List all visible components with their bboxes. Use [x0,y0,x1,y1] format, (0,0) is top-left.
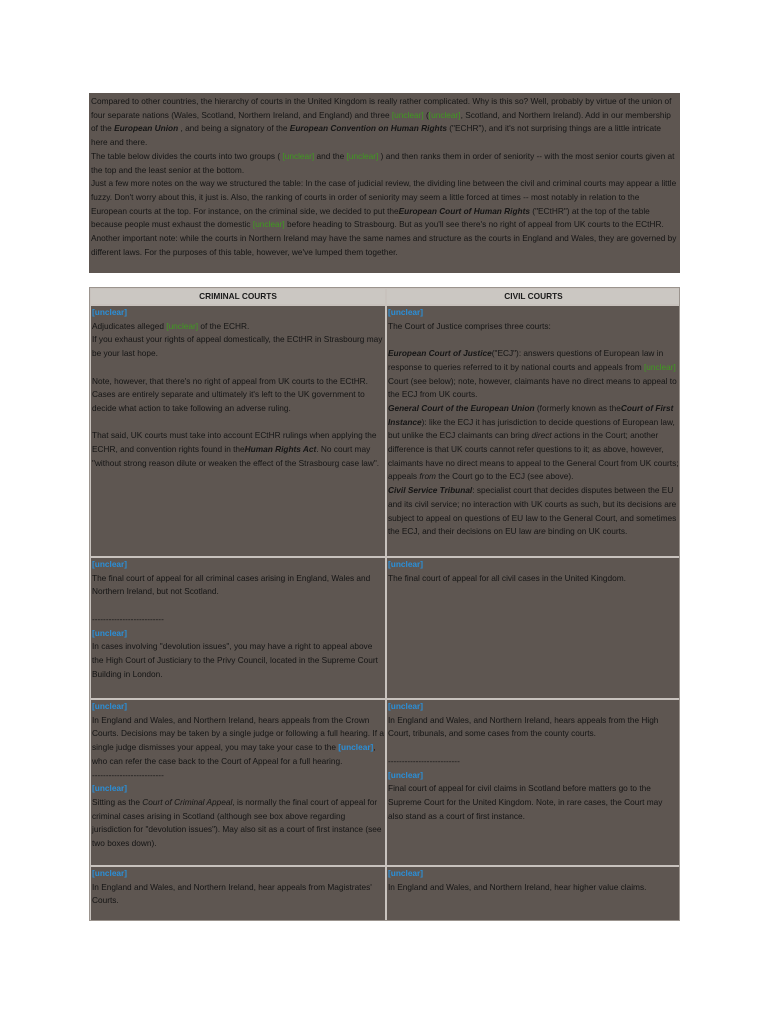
civil-cell-european [387,306,680,556]
criminal-court-title-link[interactable]: [unclear] [92,627,128,638]
civil-court-title-link[interactable]: [unclear] [388,701,424,711]
cell-text: In England and Wales, and Northern Ireland, hear appeals from Magistrates' Courts. [92,881,372,906]
cell-text-part: the Court go to the ECJ (see above). [435,471,574,482]
criminal-court-title-link[interactable]: [unclear] [92,783,128,794]
separator: -------------------------- [388,755,460,766]
court-first-instance-term: Court of First Instance [388,402,674,427]
civil-courts-link[interactable]: [unclear] [346,150,379,161]
cell-text [92,796,384,851]
cell-text [92,714,384,769]
intro-text: Compared to other countries, the hierarchy of courts in the United Kingdom is really rather complicated. Why is this so? Well, probably by virtue of the union of four separate nations (Wales, Scotland, Northern Ireland, and England) and three [91,96,672,120]
cell-text-part: binding on UK courts. [545,526,628,537]
intro-paragraph-3 [91,177,677,232]
cell-text-part: (formerly known as the [534,402,621,413]
civil-court-title-link[interactable]: [unclear] [388,559,424,569]
cell-text-part: actions in the Court; another difference is that UK courts cannot refer questions to it; as above, however, claimants have no direct means to appeal to the General Court from UK courts; appeals [388,430,679,482]
criminal-court-title-link[interactable]: [unclear] [92,307,128,317]
cell-text-part: . No court may "without strong reason dilute or weaken the effect of the Strasbourg case law". [92,444,380,468]
civil-cell-supreme [387,558,680,698]
criminal-courts-header: CRIMINAL COURTS [91,289,385,304]
cell-text-part: ): like the ECJ it has jurisdiction to decide questions of European law, but unlike the ECJ claimants can bring [388,416,675,441]
intro-text: before heading to Strasbourg. But as you'll see there's no right of appeal from UK courts to the ECtHR. [284,219,664,230]
cell-text-part: , who can refer the case back to the Court of Appeal for a full hearing. [92,742,376,766]
intro-text: ( [423,109,429,120]
cell-text: If you exhaust your rights of appeal domestically, the ECtHR in Strasbourg may be your last hope. [92,334,383,359]
cell-text-part: Sitting as the [92,796,143,807]
criminal-court-title-link[interactable]: [unclear] [92,701,128,711]
cell-text-part: are [533,526,546,537]
cell-link[interactable]: [unclear] [643,361,676,372]
spacer [92,416,384,430]
intro-link[interactable]: [unclear] [428,109,461,120]
general-court-term: General Court of the European Union [388,402,535,413]
cell-text: In England and Wales, and Northern Ireland, hear higher value claims. [388,881,647,892]
criminal-cell-crown [91,867,385,921]
intro-text: , and being a signatory of the [178,123,290,134]
civil-court-title-link[interactable]: [unclear] [388,769,424,780]
ecj-term: European Court of Justice [388,348,492,359]
intro-text: , Scotland, and Northern Ireland). Add in our membership of the [91,109,671,134]
intro-panel [89,93,680,273]
cell-text: In cases involving "devolution issues", you may have a right to appeal above the High Court of Justiciary to the Privy Council, located in the Supreme Court Building in London. [92,641,378,679]
cell-text-part: of the ECHR. [198,320,250,331]
civil-cell-appeal [387,700,680,865]
intro-text: ("ECtHR") at the top of the table because people must exhaust the domestic [91,205,650,230]
civil-courts-header: CIVIL COURTS [387,289,680,304]
cell-text-part: ("ECJ"): answers questions of European law in response to queries referred to it by national courts and appeals from [388,348,664,372]
ecthr-term: European Court of Human Rights [398,205,530,216]
european-union-term: European Union [114,123,179,134]
cell-text: Note, however, that there's no right of appeal from UK courts to the ECtHR. Cases are entirely separate and ultimately it's left to the UK government to decide what action to take following an adverse ruling. [92,375,368,413]
separator: -------------------------- [92,769,164,780]
intro-text: and the [314,150,347,161]
cell-text: The final court of appeal for all civil cases in the United Kingdom. [388,572,626,583]
cell-text-part: Court (see below); note, however, claimants have no direct means to appeal to the ECJ from UK courts. [388,375,677,400]
spacer [388,741,679,755]
ecj-description [388,347,679,402]
cell-text: The final court of appeal for all criminal cases arising in England, Wales and Northern Ireland, but not Scotland. [92,572,371,597]
civil-service-tribunal-description [388,484,679,539]
courts-table [89,287,680,921]
cell-text-part: , is normally the final court of appeal for criminal cases arising in Scotland (although see box above regarding jurisdiction for "devolution issues"). May also sit as a court of first instance (see two boxes down). [92,796,382,849]
cell-text-part: from [419,471,436,482]
civil-cell-high-court [387,867,680,921]
cell-text [92,320,384,334]
criminal-court-title-link[interactable]: [unclear] [92,868,128,878]
echr-term: European Convention on Human Rights [289,123,447,134]
cell-text-part: : specialist court that decides disputes between the EU and its civil service; no interaction with UK courts as such, but its decisions are subject to appeal on questions of EU law to the General Court, and sometimes the ECJ, and their decisions on EU law [388,485,677,537]
human-rights-act-term: Human Rights Act [244,444,317,454]
intro-text: Just a few more notes on the way we structured the table: In the case of judicial review, the dividing line between the civil and criminal courts may appear a little fuzzy. Don't worry about this, it just is. Also, the ranking of courts in order of seniority may seem a little forced at times -- most notably in relation to the European courts at the top. For instance, on the criminal side, we decided to put the [91,178,677,216]
criminal-cell-supreme [91,558,385,698]
cell-text [92,429,384,470]
spacer [92,599,384,613]
separator: -------------------------- [92,613,164,624]
court-criminal-appeal-term: Court of Criminal Appeal [142,796,233,807]
civil-court-title-link[interactable]: [unclear] [388,868,424,878]
intro-paragraph-4: Another important note: while the courts in Northern Ireland may have the same names and structure as the courts in England and Wales, they are governed by different laws. For the purposes of this table, however, we've lumped them together. [91,233,677,257]
criminal-courts-link[interactable]: [unclear] [282,150,315,161]
cell-text: In England and Wales, and Northern Ireland, hears appeals from the High Court, tribunals, and some cases from the county courts. [388,714,659,739]
intro-text: ("ECHR"), and it's not surprising things are a little intricate here and there. [91,123,662,148]
spacer [92,361,384,375]
criminal-cell-appeal [91,700,385,865]
civil-service-tribunal-term: Civil Service Tribunal [388,485,473,496]
criminal-court-title-link[interactable]: [unclear] [92,559,128,569]
intro-paragraph-2 [91,150,677,177]
cell-text: Final court of appeal for civil claims in Scotland before matters go to the Supreme Court for the United Kingdom. Note, in rare cases, the Court may also stand as a court of first instance. [388,783,663,821]
intro-text: ) and then ranks them in order of seniority -- with the most senior courts given at the top and the least senior at the bottom. [91,150,675,175]
cell-text: The Court of Justice comprises three courts: [388,320,551,331]
criminal-cell-european [91,306,385,556]
intro-text: The table below divides the courts into two groups ( [91,150,283,161]
cell-text-part: In England and Wales, and Northern Ireland, hears appeals from the Crown Courts. Decisions may be taken by a single judge or following a full hearing. If a single judge dismisses your appeal, you may take your case to the [92,714,384,753]
civil-court-title-link[interactable]: [unclear] [388,307,424,317]
cell-text-part: direct [531,430,552,441]
spacer [388,333,679,347]
intro-link[interactable]: [unclear] [252,219,285,230]
cell-text-part: That said, UK courts must take into account ECtHR rulings when applying the ECHR, and convention rights found in the [92,430,377,454]
general-court-description [388,402,679,484]
intro-link[interactable]: [unclear] [391,109,424,120]
cell-link[interactable]: [unclear] [338,742,374,753]
cell-link[interactable]: [unclear] [166,320,199,331]
cell-text-part: Adjudicates alleged [92,320,167,331]
intro-paragraph-1 [91,95,677,150]
